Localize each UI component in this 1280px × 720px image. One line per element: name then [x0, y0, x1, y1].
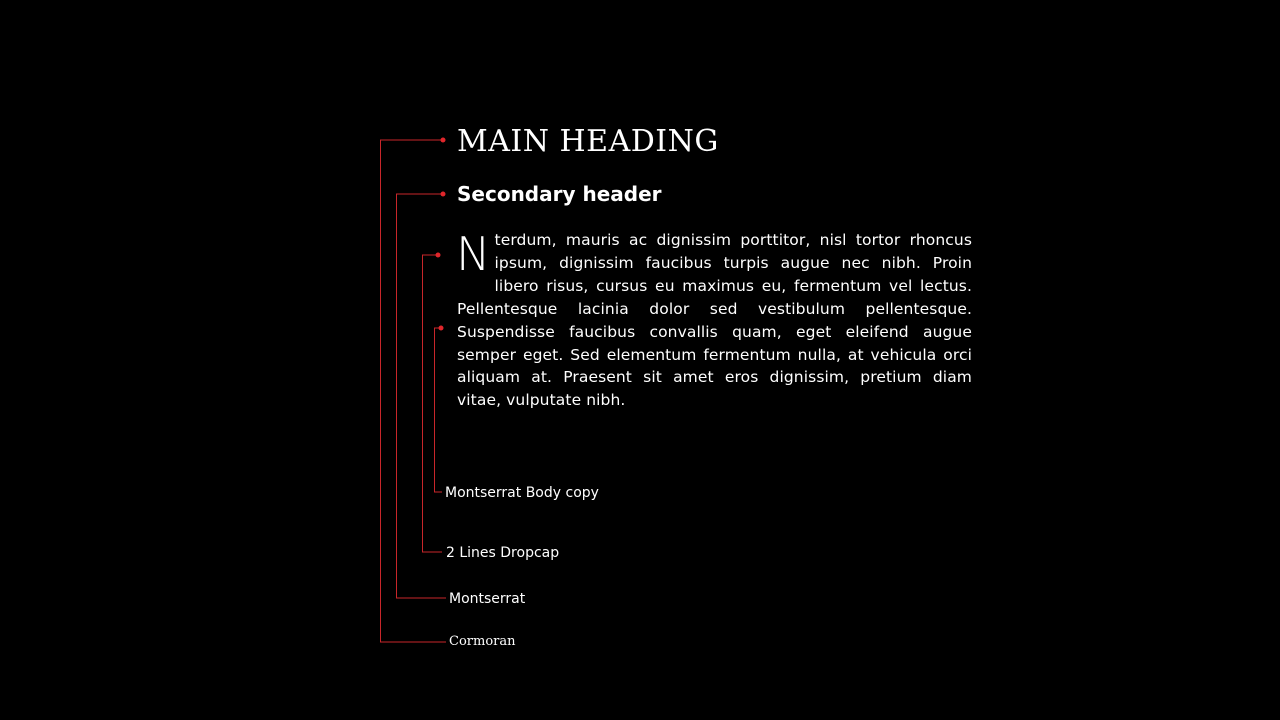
subheader-annotation-dot	[441, 192, 446, 197]
body-annotation-dot	[439, 326, 444, 331]
heading-annotation-line	[381, 140, 447, 642]
dropcap-annotation-dot	[436, 253, 441, 258]
dropcap-label: 2 Lines Dropcap	[446, 545, 560, 561]
secondary-header: Secondary header	[457, 182, 662, 206]
heading-annotation-dot	[441, 138, 446, 143]
heading-font-label: Cormoran	[449, 634, 516, 649]
dropcap-annotation-line	[423, 255, 443, 552]
secondary-font-label: Montserrat	[449, 591, 526, 607]
main-heading: MAIN HEADING	[457, 124, 719, 159]
body-annotation-line	[435, 328, 443, 492]
dropcap-letter: N	[456, 227, 491, 281]
body-text: terdum, mauris ac dignissim porttitor, nisl tortor rhoncus ipsum, dignissim faucibus turpis augue nec nibh. Proin libero risus, cursus eu maximus eu, fermentum vel lectus. Pellentesque lacinia dolor sed vestibulum pellentesque. Suspendisse faucibus convallis quam, eget eleifend augue semper eget. Sed elementum fermentum nulla, at vehicula orci aliquam at. Praesent sit amet eros dignissim, pretium diam vitae, vulputate nibh.	[457, 231, 972, 410]
body-font-label: Montserrat Body copy	[445, 485, 599, 501]
body-copy	[457, 229, 972, 412]
